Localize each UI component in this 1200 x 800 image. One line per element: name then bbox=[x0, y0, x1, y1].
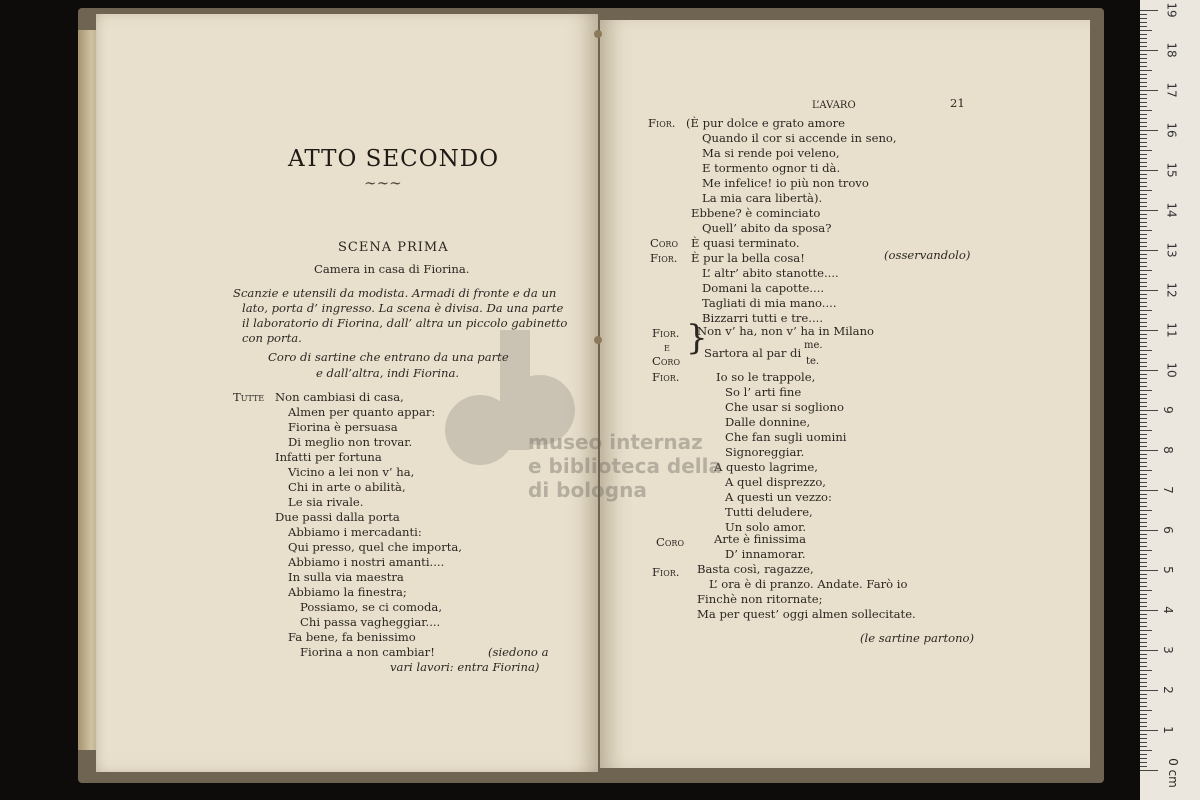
ruler-tick bbox=[1140, 82, 1147, 83]
ruler-tick bbox=[1140, 202, 1147, 203]
ruler-tick bbox=[1140, 394, 1147, 395]
ruler-tick bbox=[1140, 586, 1147, 587]
exit-direction: (le sartine partono) bbox=[860, 631, 975, 645]
verse-line: Abbiamo la finestra; bbox=[288, 585, 407, 599]
ruler-tick bbox=[1140, 366, 1147, 367]
verse-line: Possiamo, se ci comoda, bbox=[300, 600, 443, 614]
speaker-label: Coro bbox=[656, 535, 685, 549]
coro-direction: e dall’altra, indi Fiorina. bbox=[316, 366, 460, 380]
verse-line: Ma si rende poi veleno, bbox=[702, 146, 840, 160]
ruler-tick bbox=[1140, 286, 1147, 287]
ruler-tick bbox=[1140, 250, 1158, 251]
ruler-tick bbox=[1140, 74, 1147, 75]
ruler-tick bbox=[1140, 406, 1147, 407]
measurement-ruler bbox=[1140, 0, 1200, 800]
ruler-tick bbox=[1140, 62, 1147, 63]
verse-line: Vicino a lei non v’ ha, bbox=[288, 465, 415, 479]
ruler-tick bbox=[1140, 742, 1147, 743]
ruler-tick bbox=[1140, 150, 1152, 151]
ruler-tick bbox=[1140, 582, 1147, 583]
verse-line: Me infelice! io più non trovo bbox=[702, 176, 869, 190]
page-number: 21 bbox=[950, 96, 965, 110]
ruler-tick bbox=[1140, 698, 1147, 699]
ruler-tick bbox=[1140, 678, 1147, 679]
ruler-tick bbox=[1140, 526, 1147, 527]
verse-line: Tagliati di mia mano.... bbox=[702, 296, 837, 310]
ruler-tick bbox=[1140, 186, 1147, 187]
final-direction: vari lavori: entra Fiorina) bbox=[390, 660, 540, 674]
ruler-tick bbox=[1140, 434, 1147, 435]
ruler-tick bbox=[1140, 610, 1158, 611]
ruler-tick bbox=[1140, 446, 1147, 447]
ruler-tick bbox=[1140, 462, 1147, 463]
ruler-tick bbox=[1140, 154, 1147, 155]
ruler-tick bbox=[1140, 194, 1147, 195]
ruler-tick bbox=[1140, 386, 1147, 387]
ruler-tick bbox=[1140, 290, 1158, 291]
stage-direction: (osservandolo) bbox=[884, 248, 971, 262]
ruler-tick bbox=[1140, 98, 1147, 99]
verse-line: Chi in arte o abilità, bbox=[288, 480, 406, 494]
verse-line: Fiorina è persuasa bbox=[288, 420, 398, 434]
ruler-tick bbox=[1140, 770, 1158, 771]
ruler-tick bbox=[1140, 566, 1147, 567]
ruler-tick bbox=[1140, 634, 1147, 635]
ruler-tick bbox=[1140, 418, 1147, 419]
verse-line: Ma per quest’ oggi almen sollecitate. bbox=[697, 607, 916, 621]
verse-line: Dalle donnine, bbox=[725, 415, 811, 429]
ruler-tick bbox=[1140, 138, 1147, 139]
scene-setting: Camera in casa di Fiorina. bbox=[314, 262, 470, 276]
speaker-label: Fior. bbox=[650, 251, 678, 265]
ruler-tick bbox=[1140, 694, 1147, 695]
ruler-tick bbox=[1140, 274, 1147, 275]
ruler-tick bbox=[1140, 430, 1152, 431]
ruler-number: 1 bbox=[1160, 726, 1175, 734]
ruler-tick bbox=[1140, 282, 1147, 283]
ruler-tick bbox=[1140, 242, 1147, 243]
watermark-line: di bologna bbox=[528, 478, 647, 502]
ruler-tick bbox=[1140, 214, 1147, 215]
ruler-tick bbox=[1140, 94, 1147, 95]
verse-line: È pur la bella cosa! bbox=[691, 251, 805, 265]
verse-line: Fa bene, fa benissimo bbox=[288, 630, 416, 644]
ruler-tick bbox=[1140, 482, 1147, 483]
ruler-tick bbox=[1140, 54, 1147, 55]
ruler-tick bbox=[1140, 378, 1147, 379]
verse-line: So l’ arti fine bbox=[725, 385, 802, 399]
ruler-tick bbox=[1140, 78, 1147, 79]
ruler-tick bbox=[1140, 190, 1152, 191]
ruler-tick bbox=[1140, 626, 1147, 627]
ruler-tick bbox=[1140, 494, 1147, 495]
ruler-tick bbox=[1140, 606, 1147, 607]
ruler-tick bbox=[1140, 334, 1147, 335]
ruler-tick bbox=[1140, 598, 1147, 599]
ruler-tick bbox=[1140, 130, 1158, 131]
duet-speaker: Fior. bbox=[652, 326, 680, 340]
ruler-tick bbox=[1140, 594, 1147, 595]
ruler-tick bbox=[1140, 126, 1147, 127]
coro-direction: Coro di sartine che entrano da una parte bbox=[268, 350, 509, 364]
ruler-tick bbox=[1140, 390, 1152, 391]
ruler-tick bbox=[1140, 674, 1147, 675]
running-head: L’AVARO bbox=[812, 100, 856, 111]
ruler-tick bbox=[1140, 346, 1147, 347]
verse-line: Abbiamo i nostri amanti.... bbox=[288, 555, 445, 569]
duet-line: Non v’ ha, non v’ ha in Milano bbox=[697, 324, 875, 338]
speaker-label: Coro bbox=[650, 236, 679, 250]
verse-line: Bizzarri tutti e tre.... bbox=[702, 311, 824, 325]
ruler-tick bbox=[1140, 298, 1147, 299]
ruler-tick bbox=[1140, 146, 1147, 147]
ruler-tick bbox=[1140, 106, 1147, 107]
ruler-number: 13 bbox=[1164, 242, 1179, 258]
act-title: ATTO SECONDO bbox=[288, 146, 500, 172]
verse-line: A questi un vezzo: bbox=[725, 490, 832, 504]
ruler-tick bbox=[1140, 306, 1147, 307]
ruler-tick bbox=[1140, 450, 1158, 451]
ruler-number: 14 bbox=[1164, 202, 1179, 218]
ruler-tick bbox=[1140, 318, 1147, 319]
ruler-unit: 0 cm bbox=[1165, 758, 1180, 788]
verse-line: Che fan sugli uomini bbox=[725, 430, 847, 444]
ruler-tick bbox=[1140, 730, 1158, 731]
speaker-label: Tutte bbox=[233, 390, 265, 404]
speaker-label: Fior. bbox=[648, 116, 676, 130]
ruler-tick bbox=[1140, 574, 1147, 575]
staple bbox=[594, 336, 602, 344]
ruler-tick bbox=[1140, 254, 1147, 255]
ruler-tick bbox=[1140, 602, 1147, 603]
verse-line: (È pur dolce e grato amore bbox=[686, 116, 845, 130]
ruler-tick bbox=[1140, 514, 1147, 515]
verse-line: Quell’ abito da sposa? bbox=[702, 221, 832, 235]
ruler-tick bbox=[1140, 26, 1147, 27]
ruler-tick bbox=[1140, 182, 1147, 183]
verse-line: Quando il cor si accende in seno, bbox=[702, 131, 897, 145]
title-ornament: ∼∼∼ bbox=[364, 174, 402, 192]
verse-line: La mia cara libertà). bbox=[702, 191, 823, 205]
verse-line: Chi passa vagheggiar.... bbox=[300, 615, 441, 629]
ruler-tick bbox=[1140, 102, 1147, 103]
ruler-tick bbox=[1140, 354, 1147, 355]
ruler-tick bbox=[1140, 90, 1158, 91]
final-direction: (siedono a bbox=[488, 645, 549, 659]
ruler-tick bbox=[1140, 498, 1147, 499]
ruler-tick bbox=[1140, 266, 1147, 267]
ruler-tick bbox=[1140, 454, 1147, 455]
ruler-tick bbox=[1140, 414, 1147, 415]
ruler-tick bbox=[1140, 750, 1152, 751]
ruler-tick bbox=[1140, 622, 1147, 623]
ruler-tick bbox=[1140, 170, 1158, 171]
ruler-tick bbox=[1140, 702, 1147, 703]
verse-line: Tutti deludere, bbox=[725, 505, 813, 519]
ruler-tick bbox=[1140, 746, 1147, 747]
verse-line: Abbiamo i mercadanti: bbox=[288, 525, 422, 539]
ruler-tick bbox=[1140, 762, 1147, 763]
ruler-number: 12 bbox=[1164, 282, 1179, 298]
verse-line: Ebbene? è cominciato bbox=[691, 206, 821, 220]
ruler-tick bbox=[1140, 174, 1147, 175]
ruler-tick bbox=[1140, 314, 1147, 315]
brace-icon: } bbox=[686, 318, 708, 358]
stage-direction-line: Scanzie e utensili da modista. Armadi di fronte e da un bbox=[233, 286, 557, 300]
ruler-tick bbox=[1140, 70, 1152, 71]
ruler-tick bbox=[1140, 490, 1158, 491]
ruler-tick bbox=[1140, 302, 1147, 303]
ruler-number: 7 bbox=[1160, 486, 1175, 494]
ruler-tick bbox=[1140, 398, 1147, 399]
duet-line: te. bbox=[806, 356, 820, 367]
ruler-tick bbox=[1140, 554, 1147, 555]
ruler-tick bbox=[1140, 18, 1147, 19]
ruler-tick bbox=[1140, 238, 1147, 239]
verse-line: Arte è finissima bbox=[714, 532, 807, 546]
ruler-tick bbox=[1140, 442, 1147, 443]
ruler-tick bbox=[1140, 570, 1158, 571]
ruler-tick bbox=[1140, 502, 1147, 503]
ruler-tick bbox=[1140, 654, 1147, 655]
verse-line: Finchè non ritornate; bbox=[697, 592, 823, 606]
ruler-tick bbox=[1140, 46, 1147, 47]
ruler-tick bbox=[1140, 342, 1147, 343]
verse-line: Un solo amor. bbox=[725, 520, 807, 534]
ruler-number: 16 bbox=[1164, 122, 1179, 138]
ruler-tick bbox=[1140, 310, 1152, 311]
ruler-tick bbox=[1140, 690, 1158, 691]
verse-line: Le sia rivale. bbox=[288, 495, 364, 509]
ruler-tick bbox=[1140, 338, 1147, 339]
ruler-tick bbox=[1140, 666, 1147, 667]
ruler-tick bbox=[1140, 222, 1147, 223]
ruler-tick bbox=[1140, 642, 1147, 643]
ruler-tick bbox=[1140, 550, 1152, 551]
ruler-tick bbox=[1140, 166, 1147, 167]
staple bbox=[594, 30, 602, 38]
ruler-tick bbox=[1140, 578, 1147, 579]
ruler-tick bbox=[1140, 402, 1147, 403]
ruler-number: 4 bbox=[1160, 606, 1175, 614]
ruler-number: 2 bbox=[1160, 686, 1175, 694]
ruler-tick bbox=[1140, 538, 1147, 539]
ruler-number: 3 bbox=[1160, 646, 1175, 654]
speaker-label: Fior. bbox=[652, 565, 680, 579]
watermark-line: museo internaz bbox=[528, 430, 703, 454]
ruler-tick bbox=[1140, 722, 1147, 723]
ruler-tick bbox=[1140, 754, 1147, 755]
ruler-tick bbox=[1140, 706, 1147, 707]
ruler-tick bbox=[1140, 258, 1147, 259]
ruler-tick bbox=[1140, 510, 1152, 511]
ruler-tick bbox=[1140, 670, 1152, 671]
ruler-tick bbox=[1140, 206, 1147, 207]
watermark-text bbox=[528, 430, 722, 502]
ruler-tick bbox=[1140, 330, 1158, 331]
ruler-tick bbox=[1140, 410, 1158, 411]
ruler-tick bbox=[1140, 34, 1147, 35]
right-page bbox=[600, 20, 1090, 768]
ruler-tick bbox=[1140, 178, 1147, 179]
ruler-tick bbox=[1140, 478, 1147, 479]
duet-speaker: Coro bbox=[652, 354, 681, 368]
ruler-tick bbox=[1140, 726, 1147, 727]
ruler-tick bbox=[1140, 294, 1147, 295]
verse-line: Io so le trappole, bbox=[716, 370, 816, 384]
verse-line: Infatti per fortuna bbox=[275, 450, 382, 464]
ruler-tick bbox=[1140, 370, 1158, 371]
ruler-tick bbox=[1140, 278, 1147, 279]
ruler-tick bbox=[1140, 158, 1147, 159]
ruler-tick bbox=[1140, 326, 1147, 327]
ruler-tick bbox=[1140, 270, 1152, 271]
ruler-tick bbox=[1140, 546, 1147, 547]
ruler-tick bbox=[1140, 466, 1147, 467]
ruler-tick bbox=[1140, 766, 1147, 767]
ruler-number: 6 bbox=[1160, 526, 1175, 534]
ruler-tick bbox=[1140, 650, 1158, 651]
ruler-tick bbox=[1140, 682, 1147, 683]
verse-line: Non cambiasi di casa, bbox=[275, 390, 404, 404]
ruler-number: 11 bbox=[1164, 322, 1179, 338]
ruler-tick bbox=[1140, 234, 1147, 235]
ruler-number: 10 bbox=[1164, 362, 1179, 378]
stage-direction-line: il laboratorio di Fiorina, dall’ altra un piccolo gabinetto bbox=[242, 316, 568, 330]
ruler-tick bbox=[1140, 218, 1147, 219]
ruler-tick bbox=[1140, 758, 1147, 759]
ruler-tick bbox=[1140, 14, 1147, 15]
verse-line: In sulla via maestra bbox=[288, 570, 404, 584]
ruler-tick bbox=[1140, 226, 1147, 227]
ruler-tick bbox=[1140, 614, 1147, 615]
ruler-tick bbox=[1140, 134, 1147, 135]
verse-line: Basta così, ragazze, bbox=[697, 562, 814, 576]
ruler-tick bbox=[1140, 562, 1147, 563]
ruler-tick bbox=[1140, 630, 1152, 631]
ruler-tick bbox=[1140, 58, 1147, 59]
ruler-tick bbox=[1140, 474, 1147, 475]
stage-direction-line: con porta. bbox=[242, 331, 302, 345]
ruler-number: 19 bbox=[1164, 2, 1179, 18]
verse-line: Qui presso, quel che importa, bbox=[288, 540, 462, 554]
verse-line: Due passi dalla porta bbox=[275, 510, 400, 524]
ruler-tick bbox=[1140, 522, 1147, 523]
ruler-tick bbox=[1140, 422, 1147, 423]
ruler-tick bbox=[1140, 66, 1147, 67]
ruler-tick bbox=[1140, 30, 1152, 31]
watermark-line: e biblioteca della bbox=[528, 454, 722, 478]
ruler-tick bbox=[1140, 710, 1152, 711]
ruler-tick bbox=[1140, 618, 1147, 619]
ruler-tick bbox=[1140, 246, 1147, 247]
ruler-tick bbox=[1140, 110, 1152, 111]
ruler-number: 18 bbox=[1164, 42, 1179, 58]
verse-line: L’ altr’ abito stanotte.... bbox=[702, 266, 839, 280]
ruler-tick bbox=[1140, 86, 1147, 87]
ruler-tick bbox=[1140, 458, 1147, 459]
verse-line: E tormento ognor ti dà. bbox=[702, 161, 841, 175]
ruler-tick bbox=[1140, 118, 1147, 119]
ruler-tick bbox=[1140, 122, 1147, 123]
ruler-tick bbox=[1140, 486, 1147, 487]
ruler-tick bbox=[1140, 10, 1158, 11]
verse-line: Signoreggiar. bbox=[725, 445, 805, 459]
ruler-number: 5 bbox=[1160, 566, 1175, 574]
ruler-tick bbox=[1140, 470, 1152, 471]
speaker-label: Fior. bbox=[652, 370, 680, 384]
ruler-tick bbox=[1140, 198, 1147, 199]
ruler-number: 17 bbox=[1164, 82, 1179, 98]
ruler-tick bbox=[1140, 718, 1147, 719]
ruler-tick bbox=[1140, 658, 1147, 659]
stage-direction-line: lato, porta d’ ingresso. La scena è divisa. Da una parte bbox=[242, 301, 564, 315]
ruler-tick bbox=[1140, 686, 1147, 687]
scene-heading: SCENA PRIMA bbox=[338, 240, 449, 255]
verse-line: Domani la capotte.... bbox=[702, 281, 825, 295]
ruler-tick bbox=[1140, 262, 1147, 263]
duet-line: Sartora al par di bbox=[704, 346, 802, 360]
ruler-tick bbox=[1140, 518, 1147, 519]
ruler-tick bbox=[1140, 662, 1147, 663]
verse-line: L’ ora è di pranzo. Andate. Farò io bbox=[709, 577, 908, 591]
ruler-tick bbox=[1140, 382, 1147, 383]
verse-line: D’ innamorar. bbox=[725, 547, 806, 561]
ruler-tick bbox=[1140, 506, 1147, 507]
ruler-tick bbox=[1140, 734, 1147, 735]
ruler-tick bbox=[1140, 542, 1147, 543]
verse-line: A questo lagrime, bbox=[714, 460, 818, 474]
verse-line: È quasi terminato. bbox=[691, 236, 800, 250]
verse-line: A quel disprezzo, bbox=[725, 475, 826, 489]
ruler-tick bbox=[1140, 530, 1158, 531]
ruler-tick bbox=[1140, 38, 1147, 39]
ruler-tick bbox=[1140, 638, 1147, 639]
verse-line: Di meglio non trovar. bbox=[288, 435, 413, 449]
ruler-tick bbox=[1140, 558, 1147, 559]
ruler-tick bbox=[1140, 50, 1158, 51]
ruler-tick bbox=[1140, 438, 1147, 439]
ruler-tick bbox=[1140, 114, 1147, 115]
ruler-tick bbox=[1140, 162, 1147, 163]
ruler-tick bbox=[1140, 426, 1147, 427]
duet-speaker: e bbox=[664, 340, 670, 354]
verse-line: Che usar si sogliono bbox=[725, 400, 844, 414]
verse-line: Fiorina a non cambiar! bbox=[300, 645, 435, 659]
duet-line: me. bbox=[804, 340, 823, 351]
ruler-number: 8 bbox=[1160, 446, 1175, 454]
ruler-tick bbox=[1140, 374, 1147, 375]
ruler-tick bbox=[1140, 350, 1152, 351]
ruler-tick bbox=[1140, 738, 1147, 739]
ruler-tick bbox=[1140, 534, 1147, 535]
ruler-tick bbox=[1140, 714, 1147, 715]
ruler-tick bbox=[1140, 22, 1147, 23]
ruler-number: 15 bbox=[1164, 162, 1179, 178]
ruler-tick bbox=[1140, 590, 1152, 591]
ruler-tick bbox=[1140, 230, 1152, 231]
verse-line: Almen per quanto appar: bbox=[288, 405, 436, 419]
ruler-tick bbox=[1140, 42, 1147, 43]
ruler-tick bbox=[1140, 142, 1147, 143]
ruler-tick bbox=[1140, 646, 1147, 647]
ruler-number: 9 bbox=[1160, 406, 1175, 414]
ruler-tick bbox=[1140, 210, 1158, 211]
ruler-tick bbox=[1140, 322, 1147, 323]
ruler-tick bbox=[1140, 362, 1147, 363]
ruler-tick bbox=[1140, 358, 1147, 359]
